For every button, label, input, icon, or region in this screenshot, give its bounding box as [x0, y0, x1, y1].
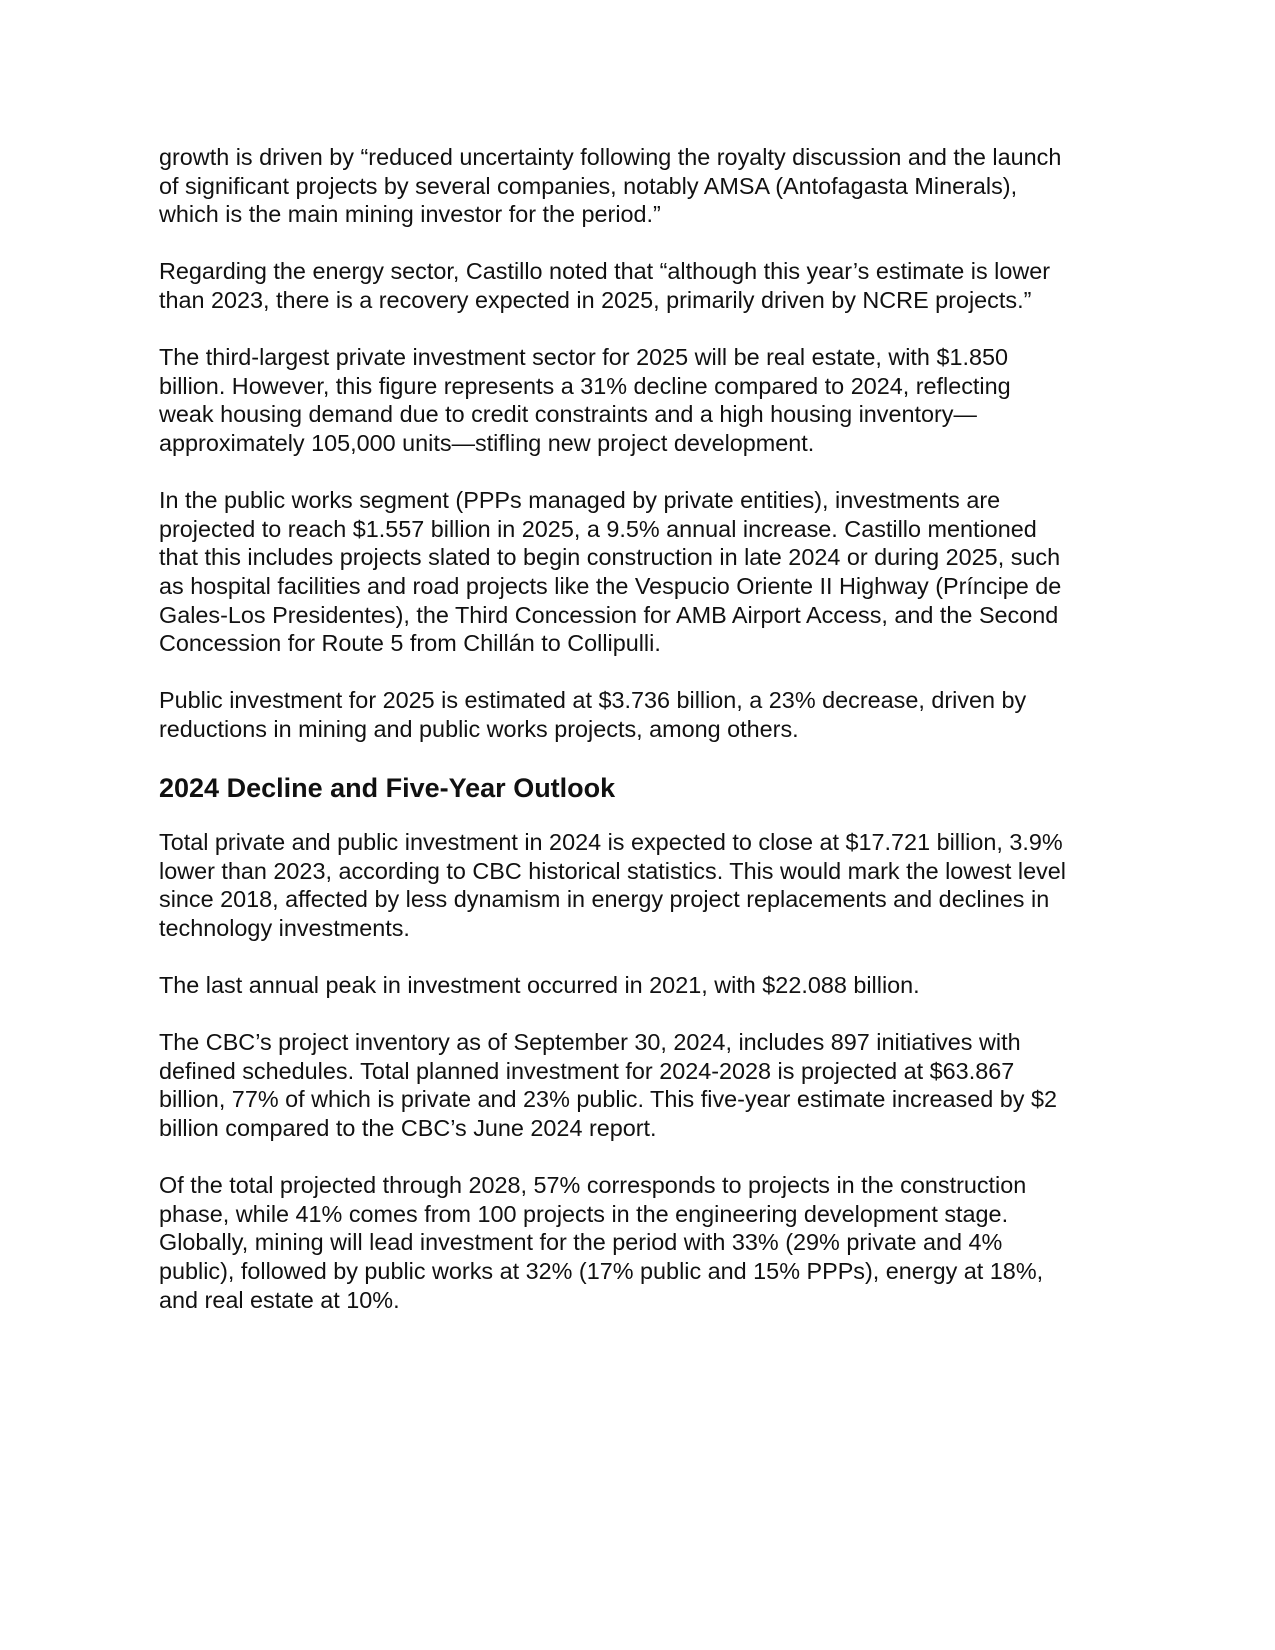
- paragraph-projection-breakdown: Of the total projected through 2028, 57% corresponds to projects in the construction phase, while 41% comes from 100 projects in the engineering development stage. Globally, mining will lead investment for the period with 33% (29% private and 4% public), followed by public works at 32% (17% public and 15% PPPs), energy at 18%, and real estate at 10%.: [159, 1172, 1044, 1313]
- paragraph-public-works: In the public works segment (PPPs managed by private entities), investments are projected to reach $1.557 billion in 2025, a 9.5% annual increase. Castillo mentioned that this includes projects slated to begin construction in late 2024 or during 2025, such as hospital facilities and road projects like the Vespucio Oriente II Highway (Príncipe de Gales-Los Presidentes), the Third Concession for AMB Airport Access, and the Second Concession for Route 5 from Chillán to Collipulli.: [159, 487, 1062, 657]
- section-heading: 2024 Decline and Five-Year Outlook: [159, 773, 616, 804]
- paragraph-project-inventory: The CBC’s project inventory as of September 30, 2024, includes 897 initiatives with defined schedules. Total planned investment for 2024-2028 is projected at $63.867 billion, 77% of which is private and 23% public. This five-year estimate increased by $2 billion compared to the CBC’s June 2024 report.: [159, 1029, 1057, 1141]
- paragraph-mining-growth: growth is driven by “reduced uncertainty following the royalty discussion and the launch of significant projects by several companies, notably AMSA (Antofagasta Minerals), which is the main mining investor for the period.”: [159, 144, 1062, 228]
- paragraph-annual-peak: The last annual peak in investment occurred in 2021, with $22.088 billion.: [159, 972, 920, 999]
- paragraph-2024-total: Total private and public investment in 2024 is expected to close at $17.721 billion, 3.9% lower than 2023, according to CBC historical statistics. This would mark the lowest level since 2018, affected by less dynamism in energy project replacements and declines in technology investments.: [159, 829, 1067, 941]
- paragraph-public-investment: Public investment for 2025 is estimated at $3.736 billion, a 23% decrease, driven by reductions in mining and public works projects, among others.: [159, 687, 1027, 742]
- document-page: [159, 143, 1119, 1343]
- paragraph-energy-sector: Regarding the energy sector, Castillo noted that “although this year’s estimate is lower than 2023, there is a recovery expected in 2025, primarily driven by NCRE projects.”: [159, 258, 1051, 313]
- paragraph-real-estate: The third-largest private investment sector for 2025 will be real estate, with $1.850 billion. However, this figure represents a 31% decline compared to 2024, reflecting weak housing demand due to credit constraints and a high housing inventory— approximately 105,000 units—stifling new project development.: [159, 344, 1011, 456]
